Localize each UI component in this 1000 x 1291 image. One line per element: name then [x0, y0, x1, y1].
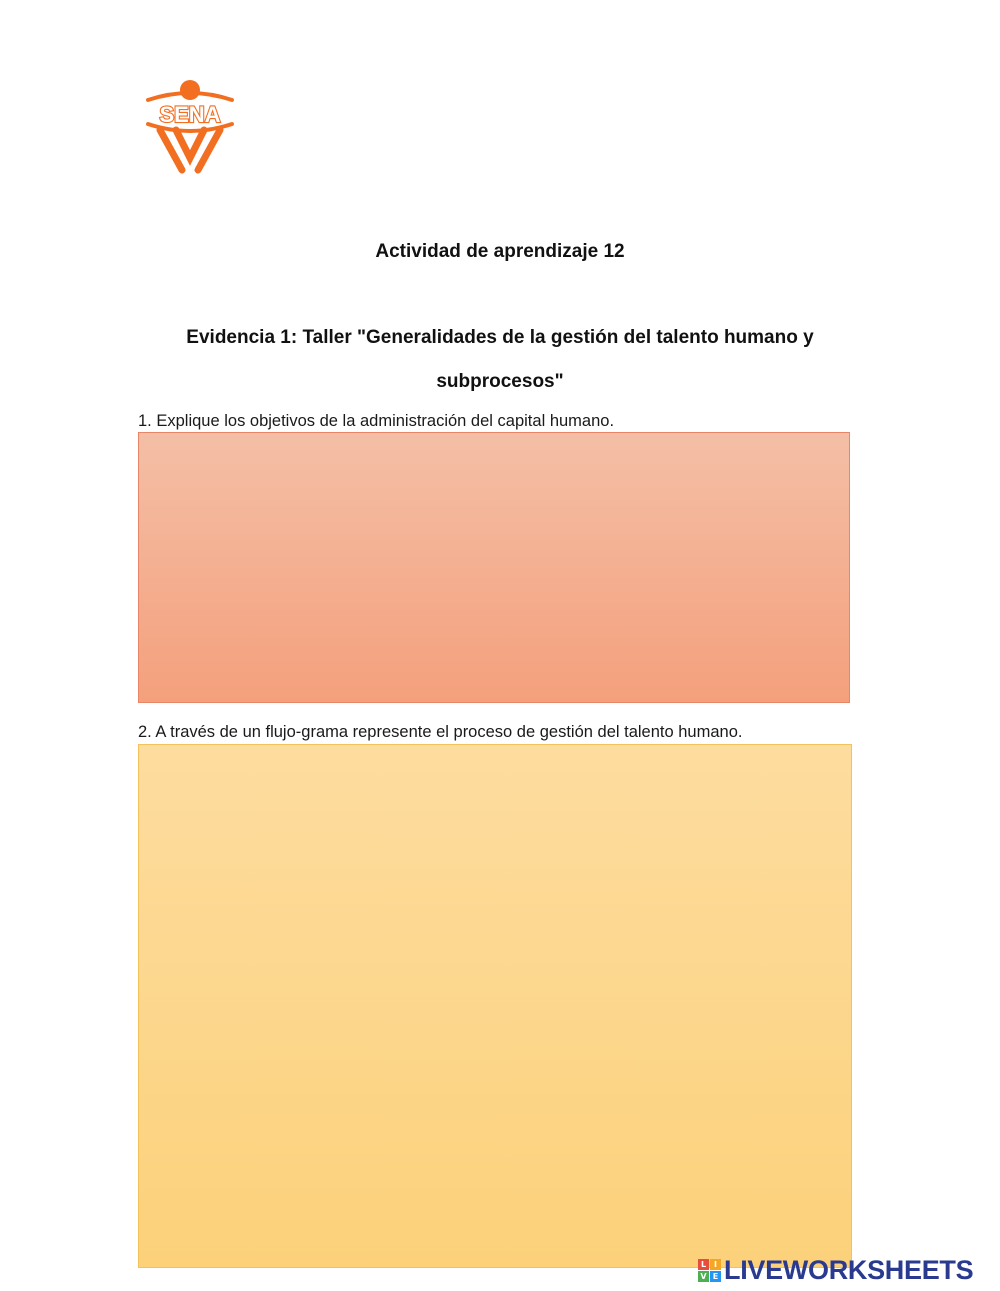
liveworksheets-icon [698, 1259, 721, 1282]
answer-2-textbox[interactable] [138, 744, 852, 1268]
liveworksheets-branding [698, 1254, 973, 1286]
question-1-text: 1. Explique los objetivos de la administración del capital humano. [138, 412, 615, 430]
page-subtitle-line1: Evidencia 1: Taller "Generalidades de la gestión del talento humano y [186, 327, 814, 348]
sena-logo [138, 78, 242, 178]
page-title: Actividad de aprendizaje 12 [375, 241, 625, 262]
icon-letter-v: V [698, 1271, 709, 1282]
liveworksheets-wordmark: LIVEWORKSHEETS [724, 1254, 974, 1285]
svg-text:SENA: SENA [159, 102, 221, 127]
page-subtitle-line2: subprocesos" [436, 371, 564, 392]
question-2-text: 2. A través de un flujo-grama represente el proceso de gestión del talento humano. [138, 723, 743, 741]
icon-letter-l: L [698, 1259, 709, 1270]
answer-1-textbox[interactable] [138, 432, 850, 703]
icon-letter-e: E [710, 1271, 721, 1282]
icon-letter-i: I [710, 1259, 721, 1270]
